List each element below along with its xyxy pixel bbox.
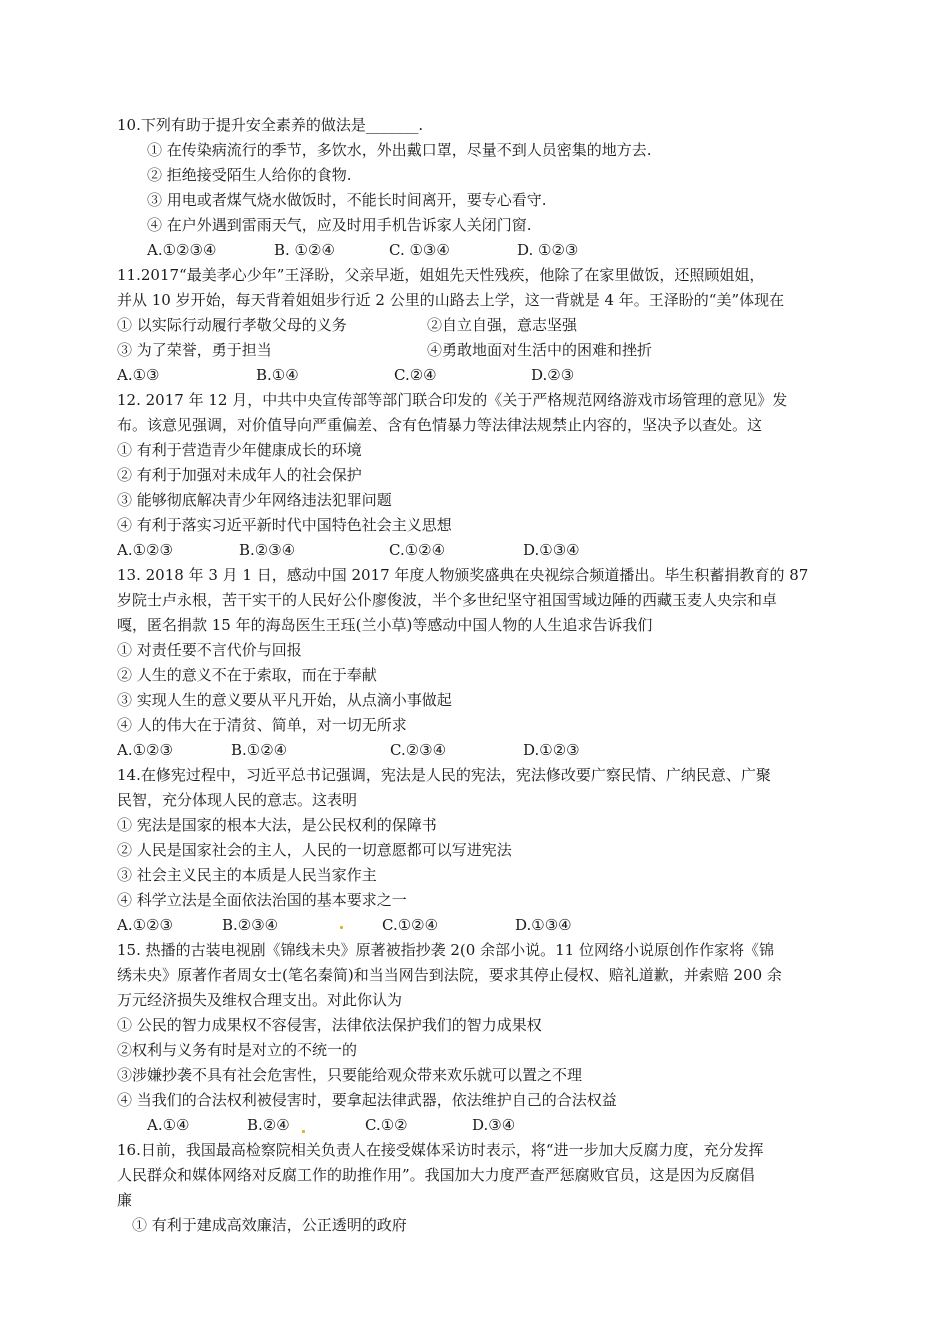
- question-14-item-3: ③ 社会主义民主的本质是人民当家作主: [117, 866, 377, 884]
- question-11-options: [117, 365, 574, 385]
- question-14-item-1: ① 宪法是国家的根本大法，是公民权利的保障书: [117, 816, 437, 834]
- option-a: A.①③: [117, 366, 160, 384]
- question-14-item-4: ④ 科学立法是全面依法治国的基本要求之一: [117, 891, 407, 909]
- question-12-stem-line-1: 12. 2017 年 12 月，中共中央宣传部等部门联合印发的《关于严格规范网络游戏市场管理的意见》发: [117, 391, 788, 409]
- question-15-item-1: ① 公民的智力成果权不容侵害，法律依法保护我们的智力成果权: [117, 1016, 542, 1034]
- question-13-item-3: ③ 实现人生的意义要从平凡开始，从点滴小事做起: [117, 691, 452, 709]
- stray-mark: [340, 926, 343, 929]
- question-10-item-3: ③ 用电或者煤气烧水做饭时，不能长时间离开，要专心看守.: [147, 191, 547, 209]
- question-13-item-1: ① 对责任要不言代价与回报: [117, 641, 302, 659]
- option-c: C.②④: [394, 366, 437, 384]
- option-d: D.①③④: [515, 916, 572, 934]
- question-11-item-4: ④勇敢地面对生活中的困难和挫折: [427, 341, 653, 359]
- option-d: D.①③④: [523, 541, 580, 559]
- question-16-stem-line-3: 廉: [117, 1191, 133, 1209]
- question-13-stem-line-1: 13. 2018 年 3 月 1 日，感动中国 2017 年度人物颁奖盛典在央视综合频道播出。毕生积蓄捐教育的 87: [117, 566, 809, 584]
- option-c: C.②③④: [390, 741, 447, 759]
- question-16-item-1: ① 有利于建成高效廉洁，公正透明的政府: [132, 1216, 407, 1234]
- question-16-stem-line-2: 人民群众和媒体网络对反腐工作的助推作用”。我国加大力度严查严惩腐败官员，这是因为反腐倡: [117, 1166, 755, 1184]
- option-b: B. ①②④: [274, 241, 335, 259]
- question-13-stem-line-2: 岁院士卢永根，苦干实干的人民好公仆廖俊波，半个多世纪坚守祖国雪域边陲的西藏玉麦人央宗和卓: [117, 591, 778, 609]
- question-10-item-2: ② 拒绝接受陌生人给你的食物.: [147, 166, 352, 184]
- question-11-item-2: ②自立自强，意志坚强: [427, 316, 578, 334]
- question-12-options: [117, 540, 580, 560]
- option-a: A.①②③: [117, 916, 173, 934]
- option-a: A.①②③: [117, 741, 173, 759]
- question-13-item-4: ④ 人的伟大在于清贫、简单，对一切无所求: [117, 716, 407, 734]
- question-12-item-4: ④ 有利于落实习近平新时代中国特色社会主义思想: [117, 516, 452, 534]
- question-14-options: [117, 915, 572, 935]
- option-b: B.②③④: [239, 541, 296, 559]
- option-b: B.②③④: [222, 916, 279, 934]
- stray-mark: [302, 1130, 305, 1133]
- option-c: C.①②④: [382, 916, 439, 934]
- option-d: D.②③: [531, 366, 575, 384]
- option-d: D.③④: [472, 1116, 516, 1134]
- question-12-item-1: ① 有利于营造青少年健康成长的环境: [117, 441, 362, 459]
- question-10-stem: 10.下列有助于提升安全素养的做法是_______.: [117, 116, 424, 134]
- option-c: C. ①③④: [389, 241, 450, 259]
- question-14-stem-line-1: 14.在修宪过程中，习近平总书记强调，宪法是人民的宪法，宪法修改要广察民情、广纳民意、广聚: [117, 766, 771, 784]
- question-13-stem-line-3: 嘎，匿名捐款 15 年的海岛医生王珏(兰小草)等感动中国人物的人生追求告诉我们: [117, 616, 653, 634]
- question-11-item-3: ③ 为了荣誉，勇于担当: [117, 341, 272, 359]
- question-15-item-4: ④ 当我们的合法权利被侵害时，要拿起法律武器，依法维护自己的合法权益: [117, 1091, 617, 1109]
- option-d: D.①②③: [523, 741, 580, 759]
- question-10-item-1: ① 在传染病流行的季节，多饮水，外出戴口罩，尽量不到人员密集的地方去.: [147, 141, 652, 159]
- question-10-item-4: ④ 在户外遇到雷雨天气，应及时用手机告诉家人关闭门窗.: [147, 216, 532, 234]
- option-a: A.①④: [147, 1116, 190, 1134]
- question-11-item-1: ① 以实际行动履行孝敬父母的义务: [117, 316, 347, 334]
- option-c: C.①②: [365, 1116, 408, 1134]
- option-b: B.①④: [256, 366, 299, 384]
- question-14-item-2: ② 人民是国家社会的主人，人民的一切意愿都可以写进宪法: [117, 841, 512, 859]
- option-c: C.①②④: [389, 541, 446, 559]
- question-15-item-3: ③涉嫌抄袭不具有社会危害性，只要能给观众带来欢乐就可以置之不理: [117, 1066, 583, 1084]
- option-a: A.①②③: [117, 541, 173, 559]
- question-13-options: [117, 740, 580, 760]
- question-12-item-3: ③ 能够彻底解决青少年网络违法犯罪问题: [117, 491, 392, 509]
- question-11-stem-line-2: 并从 10 岁开始，每天背着姐姐步行近 2 公里的山路去上学，这一背就是 4 年。王泽盼的“美”体现在: [117, 291, 785, 309]
- question-10-options: [147, 240, 578, 260]
- question-12-stem-line-2: 布。该意见强调，对价值导向严重偏差、含有色情暴力等法律法规禁止内容的，坚决予以查处。这: [117, 416, 763, 434]
- question-13-item-2: ② 人生的意义不在于索取，而在于奉献: [117, 666, 377, 684]
- option-b: B.①②④: [231, 741, 288, 759]
- question-12-item-2: ② 有利于加强对未成年人的社会保护: [117, 466, 362, 484]
- question-15-stem-line-3: 万元经济损失及维权合理支出。对此你认为: [117, 991, 403, 1009]
- question-15-options: [147, 1115, 515, 1135]
- question-11-stem-line-1: 11.2017“最美孝心少年”王泽盼，父亲早逝，姐姐先天性残疾，他除了在家里做饭，还照顾姐姐，: [117, 266, 765, 284]
- question-15-item-2: ②权利与义务有时是对立的不统一的: [117, 1041, 358, 1059]
- option-b: B.②④: [247, 1116, 290, 1134]
- question-15-stem-line-2: 绣未央》原著作者周女士(笔名秦简)和当当网告到法院，要求其停止侵权、赔礼道歉，并索赔 200 余: [117, 966, 782, 984]
- question-15-stem-line-1: 15. 热播的古装电视剧《锦线未央》原著被指抄袭 2(0 余部小说。11 位网络小说原创作作家将《锦: [117, 941, 774, 959]
- option-d: D. ①②③: [517, 241, 579, 259]
- question-14-stem-line-2: 民智，充分体现人民的意志。这表明: [117, 791, 358, 809]
- option-a: A.①②③④: [147, 241, 217, 259]
- question-16-stem-line-1: 16.日前，我国最高检察院相关负责人在接受媒体采访时表示，将“进一步加大反腐力度，充分发挥: [117, 1141, 764, 1159]
